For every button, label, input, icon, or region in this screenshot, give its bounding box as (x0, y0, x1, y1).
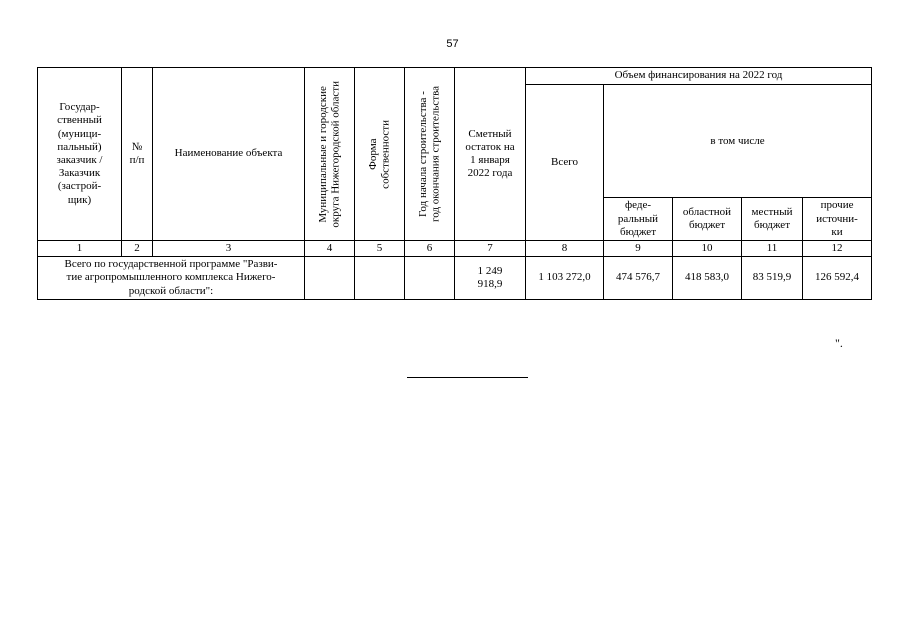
column-number: 7 (455, 241, 526, 257)
column-number: 5 (355, 241, 405, 257)
column-number: 10 (673, 241, 742, 257)
program-total-row (38, 257, 872, 300)
column-number-row (38, 241, 872, 257)
header-total: Всего (526, 85, 604, 241)
header-federal-budget: феде- ральный бюджет (604, 198, 673, 241)
header-object-name: Наименование объекта (153, 68, 305, 241)
empty-cell (405, 257, 455, 300)
header-municipal-districts: Муниципальные и городские округа Нижегородской области (305, 68, 355, 241)
empty-cell (355, 257, 405, 300)
column-number: 3 (153, 241, 305, 257)
column-number: 2 (122, 241, 153, 257)
program-estimate-value: 1 249 918,9 (455, 257, 526, 300)
column-number: 1 (38, 241, 122, 257)
program-total-value: 1 103 272,0 (526, 257, 604, 300)
header-estimate-balance: Сметный остаток на 1 января 2022 года (455, 68, 526, 241)
closing-quote-mark: ". (835, 336, 843, 350)
program-total-label: Всего по государственной программе "Разви- тие агропромышленного комплекса Нижего- родской области": (38, 257, 305, 300)
header-other-sources: прочие источни- ки (803, 198, 872, 241)
header-including: в том числе (604, 85, 872, 198)
header-regional-budget: областной бюджет (673, 198, 742, 241)
program-other-value: 126 592,4 (803, 257, 872, 300)
financing-table (37, 67, 872, 300)
empty-cell (305, 257, 355, 300)
column-number: 9 (604, 241, 673, 257)
program-federal-value: 474 576,7 (604, 257, 673, 300)
header-number: № п/п (122, 68, 153, 241)
footer-divider (407, 377, 528, 378)
program-local-value: 83 519,9 (742, 257, 803, 300)
page-number: 57 (446, 38, 459, 50)
header-financing-2022: Объем финансирования на 2022 год (526, 68, 872, 85)
header-ownership-form: Форма собственности (355, 68, 405, 241)
column-number: 11 (742, 241, 803, 257)
column-number: 4 (305, 241, 355, 257)
column-number: 12 (803, 241, 872, 257)
column-number: 8 (526, 241, 604, 257)
header-local-budget: местный бюджет (742, 198, 803, 241)
header-construction-years: Год начала строительства - год окончания строительства (405, 68, 455, 241)
program-regional-value: 418 583,0 (673, 257, 742, 300)
column-number: 6 (405, 241, 455, 257)
header-customer: Государ- ственный (муници- пальный) заказчик / Заказчик (застрой- щик) (38, 68, 122, 241)
